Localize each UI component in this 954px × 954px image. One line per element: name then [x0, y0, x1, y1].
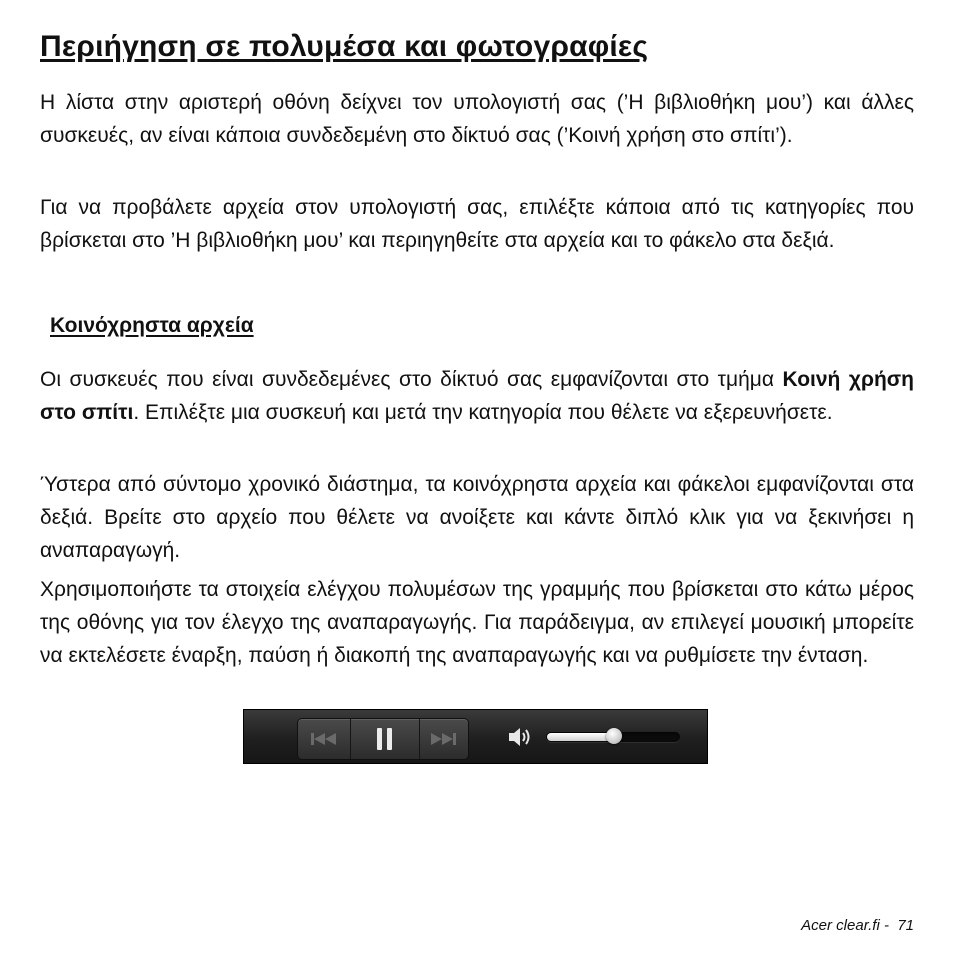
footer-product: Acer clear.fi - — [801, 917, 889, 934]
page-number: 71 — [897, 917, 914, 934]
playback-button-group — [297, 718, 469, 760]
paragraph-text: . Επιλέξτε μια συσκευή και μετά την κατηγορία που θέλετε να εξερευνήσετε. — [133, 401, 833, 424]
section-paragraph-2: Ύστερα από σύντομο χρονικό διάστημα, τα κοινόχρηστα αρχεία και φάκελοι εμφανίζονται στα δεξιά. Βρείτε στο αρχείο που θέλετε να ανοίξετε και κάντε διπλό κλικ για να ξεκινήσει η αναπαραγωγή. — [40, 473, 914, 562]
media-control-bar — [243, 709, 708, 764]
pause-button[interactable] — [350, 719, 420, 759]
section-paragraph-1 — [40, 363, 914, 429]
next-button[interactable] — [419, 719, 468, 759]
volume-slider-handle[interactable] — [606, 728, 622, 744]
page-footer — [801, 917, 914, 934]
volume-slider-fill — [547, 733, 615, 741]
pause-icon — [376, 728, 394, 750]
volume-slider[interactable] — [546, 732, 680, 742]
paragraph-text: Οι συσκευές που είναι συνδεδεμένες στο δίκτυό σας εμφανίζονται στο τμήμα — [40, 368, 783, 391]
intro-paragraph-1: Η λίστα στην αριστερή οθόνη δείχνει τον υπολογιστή σας (’Η βιβλιοθήκη μου’) και άλλες συσκευές, αν είναι κάποια συνδεδεμένη στο δίκτυό σας (’Κοινή χρήση στο σπίτι’). — [40, 91, 914, 147]
page-title: Περιήγηση σε πολυμέσα και φωτογραφίες — [40, 30, 649, 63]
volume-icon[interactable] — [509, 726, 533, 748]
skip-previous-icon — [311, 732, 337, 746]
section-paragraph-3: Χρησιμοποιήστε τα στοιχεία ελέγχου πολυμέσων της γραμμής που βρίσκεται στο κάτω μέρος της οθόνης για τον έλεγχο της αναπαραγωγής. Για παράδειγμα, αν επιλεγεί μουσική μπορείτε να εκτελέσετε έναρξη, παύση ή διακοπή της αναπαραγωγής και να ρυθμίσετε την ένταση. — [40, 578, 914, 667]
previous-button[interactable] — [298, 719, 350, 759]
home-sharing-term: Κοινή χρήση στο σπίτι — [40, 368, 914, 424]
skip-next-icon — [431, 732, 457, 746]
section-heading: Κοινόχρηστα αρχεία — [50, 314, 254, 337]
intro-paragraph-2: Για να προβάλετε αρχεία στον υπολογιστή σας, επιλέξτε κάποια από τις κατηγορίες που βρίσκεται στο ’Η βιβλιοθήκη μου’ και περιηγηθείτε στα αρχεία και το φάκελο στα δεξιά. — [40, 196, 914, 252]
